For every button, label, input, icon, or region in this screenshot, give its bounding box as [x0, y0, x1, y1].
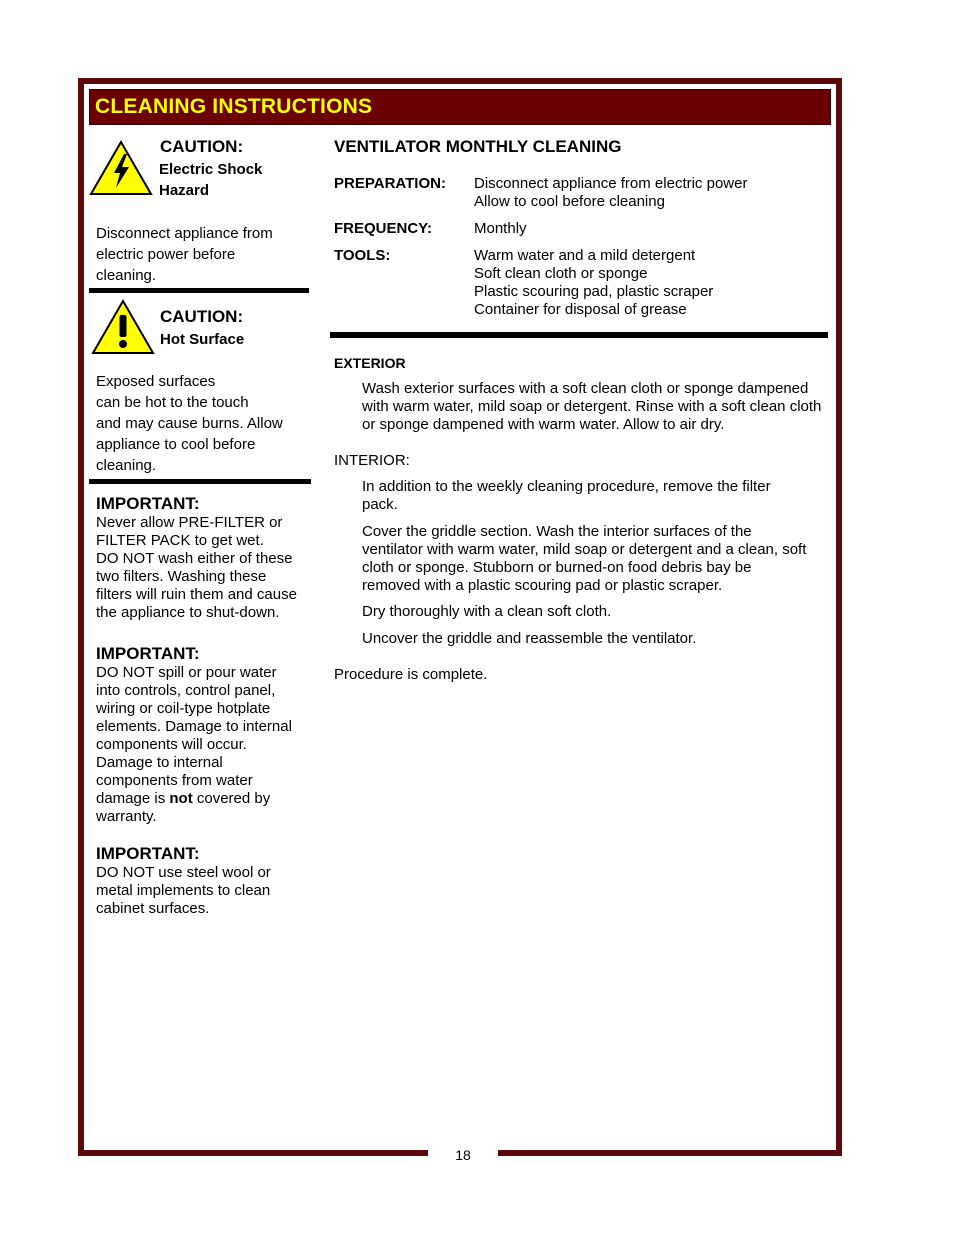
tools-label: TOOLS:	[334, 247, 391, 264]
exclamation-warning-icon	[91, 299, 155, 355]
caution-hot-text: Exposed surfaces can be hot to the touch and may cause burns. Allow appliance to cool before cleaning.	[96, 373, 283, 474]
caution-electric-line2: Hazard	[159, 182, 210, 199]
exterior-heading: EXTERIOR	[334, 355, 406, 371]
divider	[89, 288, 309, 293]
divider	[89, 479, 311, 484]
caution-electric-heading: CAUTION:	[160, 137, 244, 156]
important-heading: IMPORTANT:	[96, 644, 200, 663]
page-number: 18	[455, 1147, 471, 1163]
important-filter-text: Never allow PRE-FILTER or FILTER PACK to get wet. DO NOT wash either of these two filters. Washing these filters will ruin them and cause the appliance to shut-down.	[96, 514, 297, 621]
divider	[330, 332, 828, 338]
preparation-value: Disconnect appliance from electric power Allow to cool before cleaning	[474, 175, 748, 210]
important-steel-wool-text: DO NOT use steel wool or metal implements to clean cabinet surfaces.	[96, 864, 271, 917]
important-heading: IMPORTANT:	[96, 844, 200, 863]
important-water-text: DO NOT spill or pour water into controls, control panel, wiring or coil-type hotplate elements. Damage to internal components will occur. Damage to internal components from water damage is not covered by warranty.	[96, 664, 292, 825]
procedure-complete-text: Procedure is complete.	[334, 666, 488, 683]
electric-shock-warning-icon	[89, 140, 153, 196]
frequency-value: Monthly	[474, 220, 527, 237]
interior-heading: INTERIOR:	[334, 452, 410, 469]
caution-hot-line1: Hot Surface	[160, 331, 245, 348]
caution-hot-heading: CAUTION:	[160, 307, 244, 326]
important-heading: IMPORTANT:	[96, 494, 200, 513]
caution-electric-text: Disconnect appliance from electric power before cleaning.	[96, 225, 273, 284]
interior-step-4: Uncover the griddle and reassemble the ventilator.	[362, 630, 697, 647]
exterior-text: Wash exterior surfaces with a soft clean cloth or sponge dampened with warm water, mild soap or detergent. Rinse with a soft clean cloth or sponge dampened with warm water. Allow to air dry.	[362, 380, 822, 433]
frequency-label: FREQUENCY:	[334, 220, 433, 237]
caution-electric-line1: Electric Shock	[159, 161, 263, 178]
page-title: CLEANING INSTRUCTIONS	[95, 95, 373, 118]
interior-step-1: In addition to the weekly cleaning procedure, remove the filter pack.	[362, 478, 771, 513]
section-title: VENTILATOR MONTHLY CLEANING	[334, 137, 622, 156]
frame-bottom-left	[78, 1150, 428, 1156]
preparation-label: PREPARATION:	[334, 175, 446, 192]
title-bar	[89, 89, 831, 125]
tools-value: Warm water and a mild detergent Soft clean cloth or sponge Plastic scouring pad, plastic scraper Container for disposal of grease	[474, 247, 714, 318]
interior-step-2: Cover the griddle section. Wash the interior surfaces of the ventilator with warm water, mild soap or detergent and a clean, soft cloth or sponge. Stubborn or burned-on food debris bay be removed with a plastic scouring pad or plastic scraper.	[362, 523, 807, 594]
frame-bottom-right	[498, 1150, 842, 1156]
interior-step-3: Dry thoroughly with a clean soft cloth.	[362, 603, 612, 620]
